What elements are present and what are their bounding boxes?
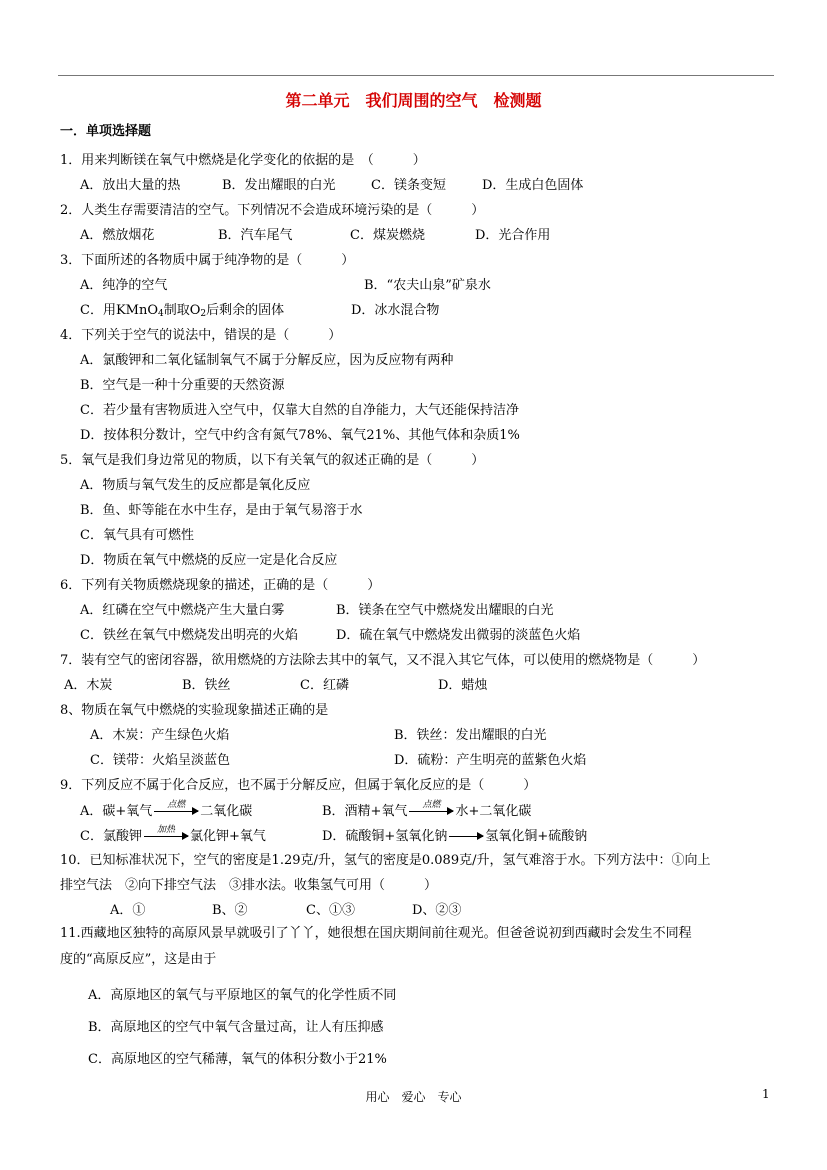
q5-option-d: D．物质在氧气中燃烧的反应一定是化合反应 xyxy=(80,553,338,568)
q11-option-c: C．高原地区的空气稀薄，氧气的体积分数小于21% xyxy=(88,1052,387,1067)
q4-option-d: D．按体积分数计，空气中约含有氮气78%、氧气21%、其他气体和杂质1% xyxy=(80,428,520,443)
q4-option-b: B．空气是一种十分重要的天然资源 xyxy=(80,378,285,393)
question-2-stem: 2．人类生存需要清洁的空气。下列情况不会造成环境污染的是（ ） xyxy=(60,203,485,218)
q10-option-d: D、②③ xyxy=(412,903,462,918)
q9-option-a: A．碳+氧气 点燃 二氧化碳 xyxy=(80,800,253,819)
reaction-arrow: 加热 xyxy=(142,828,190,842)
q9-option-b: B．酒精+氧气 点燃 水+二氧化碳 xyxy=(322,800,532,819)
page-number: 1 xyxy=(762,1087,770,1101)
question-7-stem: 7．装有空气的密闭容器，欲用燃烧的方法除去其中的氧气，又不混入其它气体，可以使用的燃烧物是（ ） xyxy=(60,653,706,668)
question-6-stem: 6．下列有关物质燃烧现象的描述，正确的是（ ） xyxy=(60,578,381,593)
q5-option-c: C．氧气具有可燃性 xyxy=(80,528,194,543)
q8-option-d: D．硫粉：产生明亮的蓝紫色火焰 xyxy=(394,753,587,768)
reaction-arrow: 点燃 xyxy=(152,803,200,817)
q10-option-a: A．① xyxy=(110,903,146,918)
reaction-arrow: 点燃 xyxy=(407,803,455,817)
question-10-line-1: 10．已知标准状况下，空气的密度是1.29克/升，氢气的密度是0.089克/升，氢气难溶于水。下列方法中：①向上 xyxy=(60,853,711,868)
q2-option-a: A．燃放烟花 xyxy=(80,228,155,243)
q11-option-a: A．高原地区的氧气与平原地区的氧气的化学性质不同 xyxy=(88,988,397,1003)
reaction-arrow xyxy=(447,828,485,842)
q3-option-a: A．纯净的空气 xyxy=(80,278,168,293)
q11-option-b: B．高原地区的空气中氧气含量过高，让人有压抑感 xyxy=(88,1020,384,1035)
q1-option-c: C．镁条变短 xyxy=(371,178,446,193)
q9-option-c: C．氯酸钾 加热 氯化钾+氧气 xyxy=(80,825,266,844)
q3-option-d: D．冰水混合物 xyxy=(351,303,440,318)
question-10-line-2: 排空气法 ②向下排空气法 ③排水法。收集氢气可用（ ） xyxy=(60,878,438,893)
question-8-stem: 8、物质在氧气中燃烧的实验现象描述正确的是 xyxy=(60,703,329,718)
q2-option-b: B．汽车尾气 xyxy=(218,228,293,243)
question-3-stem: 3．下面所述的各物质中属于纯净物的是（ ） xyxy=(60,253,355,268)
q1-option-d: D．生成白色固体 xyxy=(482,178,584,193)
question-9-stem: 9．下列反应不属于化合反应，也不属于分解反应，但属于氧化反应的是（ ） xyxy=(60,778,537,793)
page-footer: 用心 爱心 专心 xyxy=(365,1090,462,1104)
page-title: 第二单元 我们周围的空气 检测题 xyxy=(285,91,542,110)
q7-option-b: B．铁丝 xyxy=(182,678,231,693)
q7-option-d: D．蜡烛 xyxy=(438,678,488,693)
q10-option-b: B、② xyxy=(212,903,248,918)
q6-option-d: D．硫在氧气中燃烧发出微弱的淡蓝色火焰 xyxy=(336,628,581,643)
q9-option-d: D．硫酸铜+氢氧化钠 氢氧化铜+硫酸钠 xyxy=(322,829,588,844)
q7-option-c: C．红磷 xyxy=(300,678,349,693)
header-rule xyxy=(58,75,774,76)
question-1-stem: 1．用来判断镁在氧气中燃烧是化学变化的依据的是 （ ） xyxy=(60,153,426,168)
q6-option-a: A．红磷在空气中燃烧产生大量白雾 xyxy=(80,603,285,618)
question-11-line-1: 11.西藏地区独特的高原风景早就吸引了丫丫，她很想在国庆期间前往观光。但爸爸说初到西藏时会发生不同程 xyxy=(60,926,692,941)
q7-option-a: A．木炭 xyxy=(64,678,113,693)
section-heading: 一．单项选择题 xyxy=(60,124,152,139)
q8-option-b: B．铁丝：发出耀眼的白光 xyxy=(394,728,547,743)
q1-option-b: B．发出耀眼的白光 xyxy=(222,178,336,193)
question-4-stem: 4．下列关于空气的说法中，错误的是（ ） xyxy=(60,328,342,343)
q4-option-c: C．若少量有害物质进入空气中，仅靠大自然的自净能力，大气还能保持洁净 xyxy=(80,403,519,418)
q2-option-d: D．光合作用 xyxy=(475,228,551,243)
q5-option-a: A．物质与氧气发生的反应都是氧化反应 xyxy=(80,478,311,493)
question-11-line-2: 度的“高原反应”，这是由于 xyxy=(60,952,217,967)
q6-option-b: B．镁条在空气中燃烧发出耀眼的白光 xyxy=(336,603,554,618)
q1-option-a: A．放出大量的热 xyxy=(80,178,181,193)
q8-option-a: A．木炭：产生绿色火焰 xyxy=(90,728,230,743)
q4-option-a: A．氯酸钾和二氧化锰制氧气不属于分解反应，因为反应物有两种 xyxy=(80,353,454,368)
q5-option-b: B．鱼、虾等能在水中生存，是由于氧气易溶于水 xyxy=(80,503,363,518)
q3-option-b: B．“农夫山泉”矿泉水 xyxy=(364,278,491,293)
question-5-stem: 5．氧气是我们身边常见的物质，以下有关氧气的叙述正确的是（ ） xyxy=(60,453,485,468)
q10-option-c: C、①③ xyxy=(306,903,355,918)
q2-option-c: C．煤炭燃烧 xyxy=(350,228,425,243)
q3-option-c: C．用KMnO$_4$制取$O_2$后剩余的固体 xyxy=(80,303,285,319)
q8-option-c: C．镁带：火焰呈淡蓝色 xyxy=(90,753,230,768)
q6-option-c: C．铁丝在氧气中燃烧发出明亮的火焰 xyxy=(80,628,298,643)
